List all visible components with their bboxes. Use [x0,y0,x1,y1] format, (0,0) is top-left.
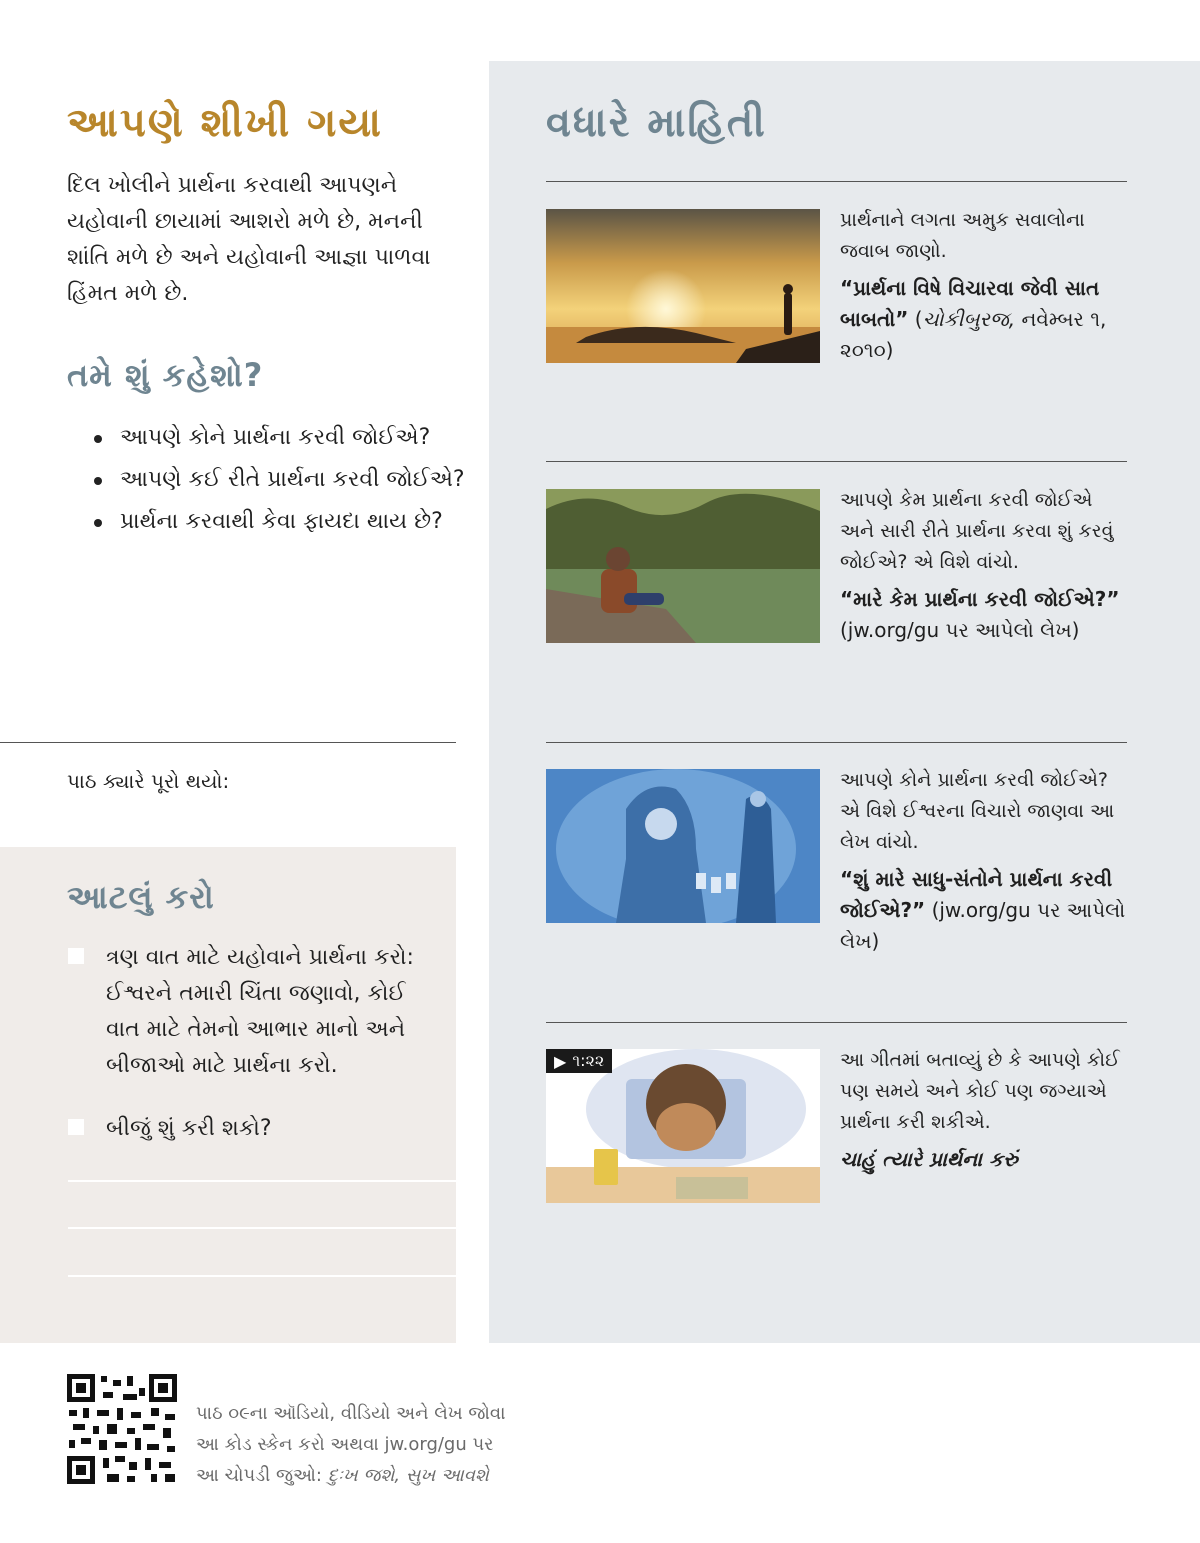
source-open: ( [908,307,923,331]
divider [546,181,1127,182]
todo-text: ત્રણ વાત માટે યહોવાને પ્રાર્થના કરો: ઈશ્વરને તમારી ચિંતા જણાવો, કોઈ વાત માટે તેમનો આભાર માનો અને બીજાઓ માટે પ્રાર્થના કરો. [106,945,414,1078]
card-text [840,1045,1130,1175]
article-title[interactable]: “પ્રાર્થના વિષે વિચારવા જેવી સાત બાબતો” [840,276,1100,331]
video-duration-badge [546,1049,612,1073]
video-duration: ૧:૨૨ [572,1051,605,1070]
article-title[interactable]: “શું મારે સાધુ-સંતોને પ્રાર્થના કરવી જોઈએ?” [840,867,1113,922]
footer-line-3-text: આ ચોપડી જુઓ: [196,1465,328,1486]
card-text [840,205,1130,366]
todo-heading: આટલું કરો [67,878,215,916]
card-intro: આપણે કોને પ્રાર્થના કરવી જોઈએ? એ વિશે ઈશ્વરના વિચારો જાણવા આ લેખ વાંચો. [840,769,1115,853]
divider [546,461,1127,462]
todo-panel [0,847,456,1343]
qr-code[interactable] [67,1374,177,1484]
learned-heading: આપણે શીખી ગયા [67,100,383,146]
footer-line-1: પાઠ ૦૯ના ઑડિયો, વીડિયો અને લેખ જોવા [196,1403,506,1424]
completed-label: પાઠ ક્યારે પૂરો થયો: [67,769,230,793]
card-reference[interactable] [840,864,1130,957]
say-heading: તમે શું કહેશો? [67,356,264,394]
card-reference[interactable] [840,1144,1130,1175]
learned-text: દિલ ખોલીને પ્રાર્થના કરવાથી આપણને યહોવાની છાયામાં આશરો મળે છે, મનની શાંતિ મળે છે અને યહોવાની આજ્ઞા પાળવા હિંમત મળે છે. [67,173,431,306]
question-item: આપણે કઈ રીતે પ્રાર્થના કરવી જોઈએ? [94,466,474,494]
card-text [840,765,1130,957]
woman-by-river-image[interactable] [546,489,820,643]
publication-source: (jw.org/gu પર આપેલો લેખ) [840,618,1080,642]
video-title[interactable]: ચાહું ત્યારે પ્રાર્થના કરું [840,1147,1018,1171]
card-reference[interactable] [840,273,1130,366]
publication-name: ચોકીબુરજ, [922,307,1016,331]
todo-item[interactable] [68,940,438,1084]
publication-source: (jw.org/gu પર આપેલો લેખ) [840,898,1126,953]
footer-line-2: આ કોડ સ્કેન કરો અથવા jw.org/gu પર [196,1434,494,1455]
card-text [840,485,1130,646]
boy-praying-video-thumbnail[interactable] [546,1049,820,1203]
article-title[interactable]: “મારે કેમ પ્રાર્થના કરવી જોઈએ?” [840,587,1120,611]
checkbox[interactable] [68,1119,84,1135]
publication-date: નવેમ્બર ૧, ૨૦૧૦) [840,307,1107,362]
sunset-prayer-image[interactable] [546,209,820,363]
writing-line[interactable] [68,1180,456,1182]
play-icon: ▶ [554,1051,567,1071]
more-info-heading: વધારે માહિતી [546,100,767,146]
woman-praying-to-statue-image[interactable] [546,769,820,923]
divider [0,742,456,743]
book-title[interactable]: દુઃખ જશે, સુખ આવશે [327,1465,489,1486]
todo-item[interactable] [68,1111,438,1147]
checkbox[interactable] [68,948,84,964]
question-list [94,424,474,550]
question-item: પ્રાર્થના કરવાથી કેવા ફાયદા થાય છે? [94,508,474,536]
card-reference[interactable] [840,584,1130,646]
card-intro: આ ગીતમાં બતાવ્યું છે કે આપણે કોઈ પણ સમયે અને કોઈ પણ જગ્યાએ પ્રાર્થના કરી શકીએ. [840,1049,1120,1133]
divider [546,742,1127,743]
todo-text: બીજું શું કરી શકો? [106,1116,272,1141]
footer-info [196,1398,616,1491]
question-item: આપણે કોને પ્રાર્થના કરવી જોઈએ? [94,424,474,452]
footer-line-3 [196,1460,616,1491]
card-intro: આપણે કેમ પ્રાર્થના કરવી જોઈએ અને સારી રીતે પ્રાર્થના કરવા શું કરવું જોઈએ? એ વિશે વાંચો. [840,489,1114,573]
divider [546,1022,1127,1023]
writing-line[interactable] [68,1227,456,1229]
writing-line[interactable] [68,1275,456,1277]
card-intro: પ્રાર્થનાને લગતા અમુક સવાલોના જવાબ જાણો. [840,209,1085,262]
